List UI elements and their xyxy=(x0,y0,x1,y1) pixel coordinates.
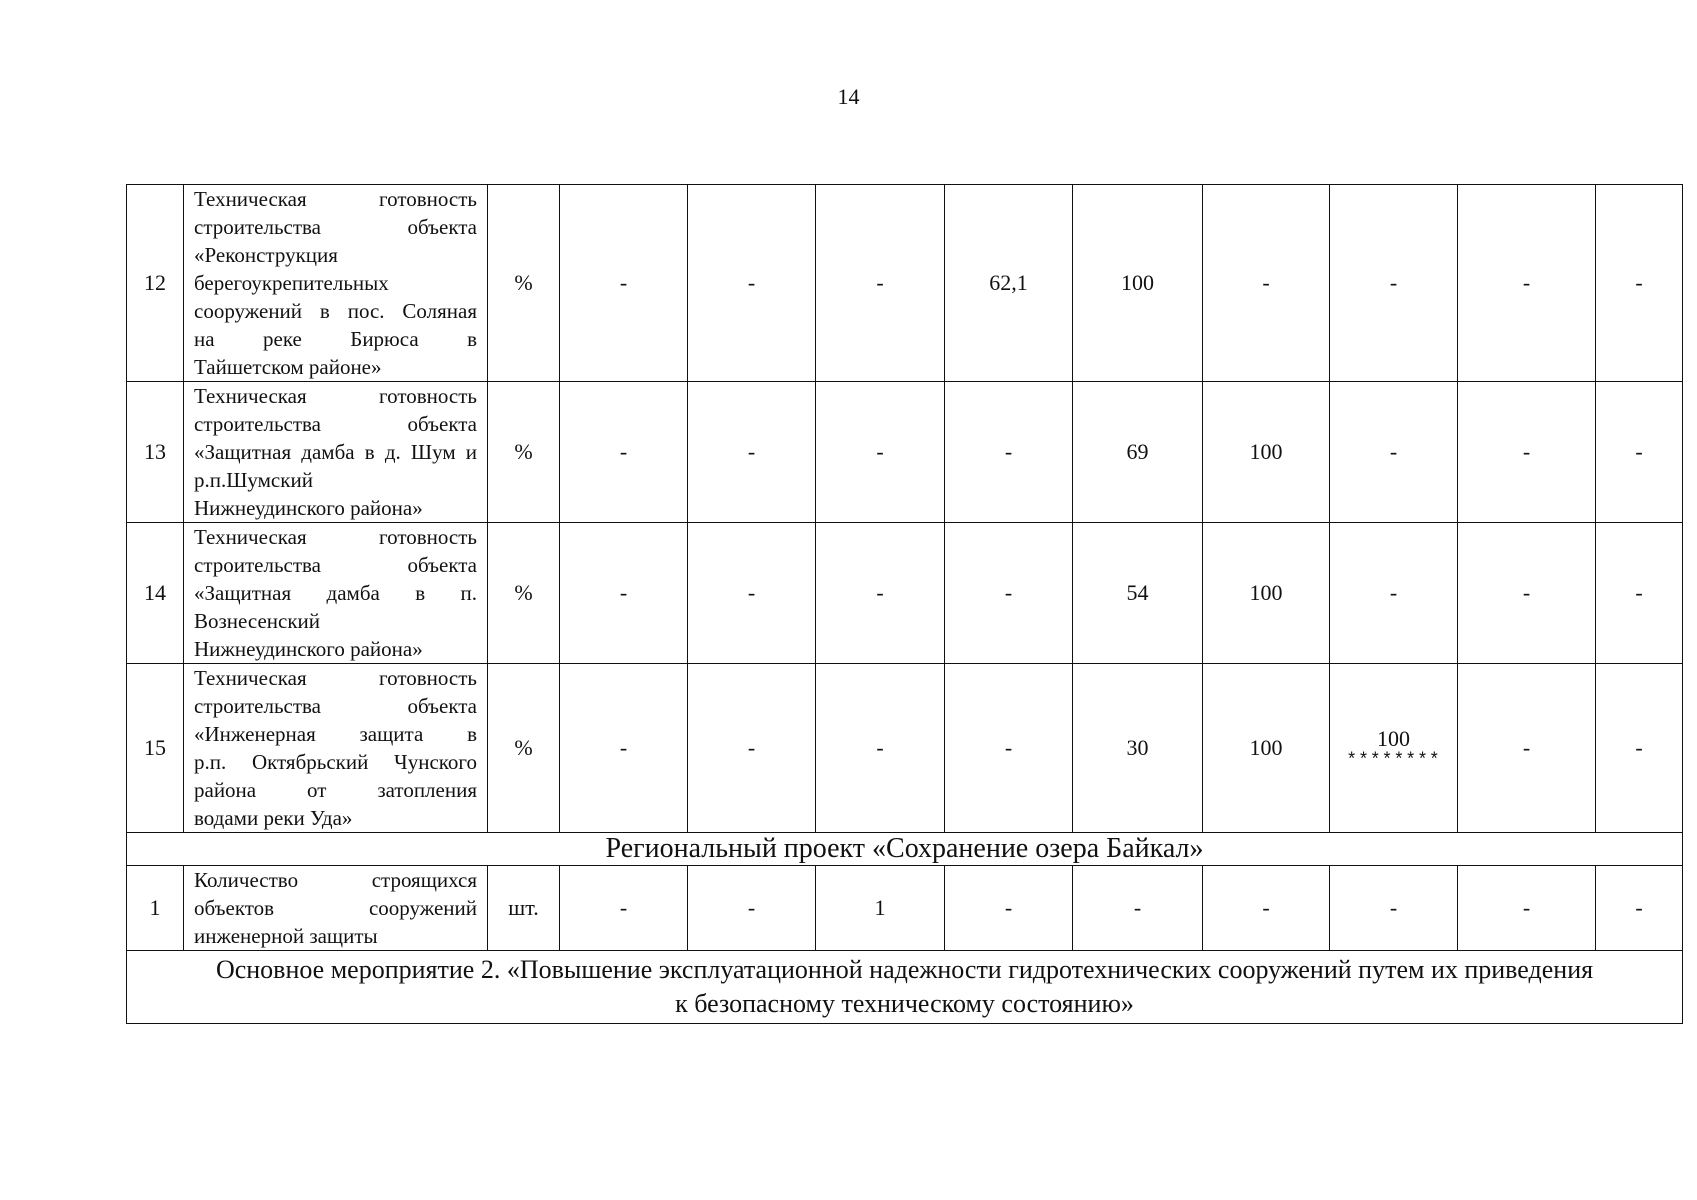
description-line: сооружений в пос. Соляная xyxy=(194,299,477,323)
description-line: строительства объекта xyxy=(194,412,477,436)
section-header-row xyxy=(127,833,1683,866)
value-cell: - xyxy=(816,523,945,664)
unit-cell: % xyxy=(488,185,560,382)
description-line: строительства объекта xyxy=(194,215,477,239)
description-line: Техническая готовность xyxy=(194,384,477,408)
table-row xyxy=(127,664,1683,833)
value-cell: - xyxy=(1203,185,1330,382)
description-line: строительства объекта xyxy=(194,694,477,718)
description-line: водами реки Уда» xyxy=(194,806,353,830)
value-cell: - xyxy=(688,866,816,951)
value-cell: - xyxy=(1330,382,1458,523)
value-cell: 30 xyxy=(1073,664,1203,833)
description-line: Тайшетском районе» xyxy=(194,355,382,379)
row-number: 13 xyxy=(127,382,184,523)
value-cell: - xyxy=(1596,866,1683,951)
value-cell: 100 xyxy=(1203,382,1330,523)
activity-title-line: к безопасному техническому состоянию» xyxy=(675,989,1134,1018)
value-cell: - xyxy=(1596,382,1683,523)
unit-cell: шт. xyxy=(488,866,560,951)
description-line: «Защитная дамба в п. xyxy=(194,581,477,605)
value-cell: 62,1 xyxy=(945,185,1073,382)
description-line: «Реконструкция xyxy=(194,243,338,267)
description-line: «Защитная дамба в д. Шум и xyxy=(194,440,477,464)
value-cell: - xyxy=(688,382,816,523)
value-cell: - xyxy=(688,664,816,833)
description-line: «Инженерная защита в xyxy=(194,722,477,746)
unit-cell: % xyxy=(488,382,560,523)
row-number: 1 xyxy=(127,866,184,951)
description-line: инженерной защиты xyxy=(194,924,378,948)
indicator-description xyxy=(184,382,488,523)
value-cell xyxy=(1330,664,1458,833)
value-cell: - xyxy=(816,664,945,833)
indicator-description xyxy=(184,866,488,951)
description-line: Нижнеудинского района» xyxy=(194,637,423,661)
unit-cell: % xyxy=(488,523,560,664)
row-number: 15 xyxy=(127,664,184,833)
value-cell: - xyxy=(1203,866,1330,951)
value-cell: - xyxy=(1330,523,1458,664)
value-cell: - xyxy=(1596,523,1683,664)
value-cell: - xyxy=(1458,185,1596,382)
description-line: Вознесенский xyxy=(194,609,321,633)
table-body xyxy=(127,185,1683,1024)
description-line: объектов сооружений xyxy=(194,896,477,920)
value-cell: - xyxy=(560,523,688,664)
value-cell: - xyxy=(1073,866,1203,951)
indicator-description xyxy=(184,523,488,664)
value-cell: - xyxy=(688,185,816,382)
activity-title xyxy=(127,951,1683,1024)
value-cell: - xyxy=(560,185,688,382)
description-line: Нижнеудинского района» xyxy=(194,496,423,520)
table-row xyxy=(127,523,1683,664)
value-cell: - xyxy=(1458,664,1596,833)
row-number: 14 xyxy=(127,523,184,664)
activity-row xyxy=(127,951,1683,1024)
indicator-description xyxy=(184,664,488,833)
indicator-description xyxy=(184,185,488,382)
value-cell: - xyxy=(560,382,688,523)
description-line: Техническая готовность xyxy=(194,666,477,690)
description-line: Техническая готовность xyxy=(194,525,477,549)
description-line: на реке Бирюса в xyxy=(194,327,477,351)
value-cell: 100 xyxy=(1073,185,1203,382)
value-cell: - xyxy=(945,382,1073,523)
value-cell: 69 xyxy=(1073,382,1203,523)
description-line: Количество строящихся xyxy=(194,868,477,892)
value-cell: - xyxy=(945,866,1073,951)
value-cell: - xyxy=(1330,185,1458,382)
value-cell: - xyxy=(560,664,688,833)
value-cell: 54 xyxy=(1073,523,1203,664)
value-cell: 100 xyxy=(1203,664,1330,833)
value-cell: 100 xyxy=(1203,523,1330,664)
value-cell: - xyxy=(688,523,816,664)
value-cell: - xyxy=(1458,866,1596,951)
value-cell: - xyxy=(1330,866,1458,951)
description-line: района от затопления xyxy=(194,778,477,802)
section-title: Региональный проект «Сохранение озера Байкал» xyxy=(127,833,1683,866)
description-line: берегоукрепительных xyxy=(194,271,389,295)
value-cell: - xyxy=(1596,664,1683,833)
value-cell: 1 xyxy=(816,866,945,951)
value-cell: - xyxy=(1458,382,1596,523)
value-cell: - xyxy=(945,523,1073,664)
description-line: р.п. Октябрьский Чунского xyxy=(194,750,477,774)
page-number: 14 xyxy=(837,84,860,109)
table-row xyxy=(127,382,1683,523)
table-row xyxy=(127,866,1683,951)
value-cell: - xyxy=(1596,185,1683,382)
value-cell: - xyxy=(816,382,945,523)
value-text: 100 xyxy=(1377,726,1410,751)
footnote-marker: ******** xyxy=(1346,751,1441,771)
activity-title-line: Основное мероприятие 2. «Повышение эксплуатационной надежности гидротехнических сооружений путем их приведения xyxy=(215,955,1594,984)
value-cell: - xyxy=(560,866,688,951)
value-cell: - xyxy=(1458,523,1596,664)
indicators-table xyxy=(126,184,1683,1024)
row-number: 12 xyxy=(127,185,184,382)
description-line: Техническая готовность xyxy=(194,187,477,211)
value-cell: - xyxy=(816,185,945,382)
unit-cell: % xyxy=(488,664,560,833)
value-cell: - xyxy=(945,664,1073,833)
description-line: р.п.Шумский xyxy=(194,468,313,492)
description-line: строительства объекта xyxy=(194,553,477,577)
table-row xyxy=(127,185,1683,382)
